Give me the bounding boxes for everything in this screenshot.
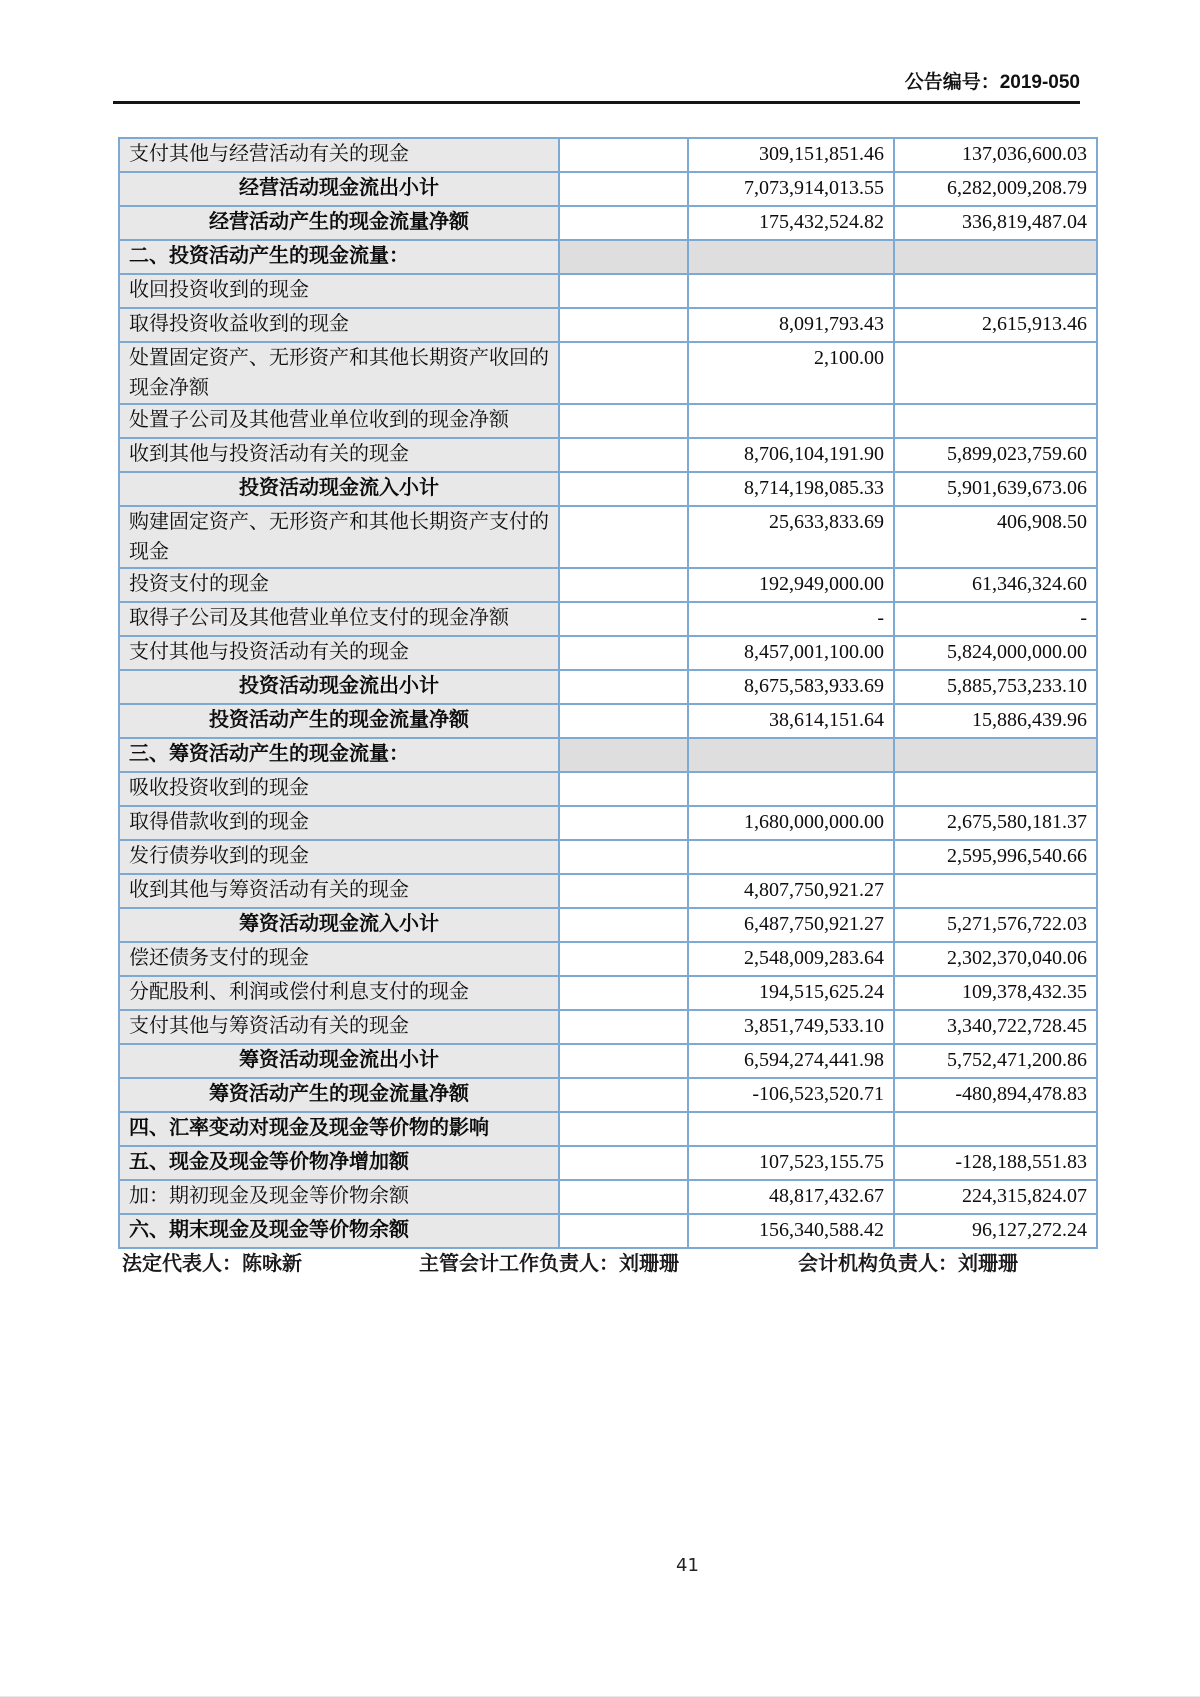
row-prior-period-cell <box>894 404 1097 438</box>
row-prior-period-cell: 406,908.50 <box>894 506 1097 568</box>
signature-accounting-department-head: 会计机构负责人：刘珊珊 <box>798 1253 1018 1275</box>
row-current-period-cell <box>688 274 894 308</box>
row-label-cell: 处置固定资产、无形资产和其他长期资产收回的现金净额 <box>119 342 559 404</box>
row-prior-period-cell: 5,752,471,200.86 <box>894 1044 1097 1078</box>
row-prior-period-cell: 2,595,996,540.66 <box>894 840 1097 874</box>
row-note-cell <box>559 1010 688 1044</box>
row-note-cell <box>559 1180 688 1214</box>
row-prior-period-cell: - <box>894 602 1097 636</box>
table-row <box>119 240 1097 274</box>
row-note-cell <box>559 840 688 874</box>
row-current-period-cell: 6,487,750,921.27 <box>688 908 894 942</box>
signature-legal-representative: 法定代表人：陈咏新 <box>122 1253 302 1275</box>
row-current-period-cell <box>688 772 894 806</box>
row-prior-period-cell: 224,315,824.07 <box>894 1180 1097 1214</box>
row-prior-period-cell: 2,615,913.46 <box>894 308 1097 342</box>
table-row <box>119 1044 1097 1078</box>
row-label-cell: 二、投资活动产生的现金流量： <box>119 240 559 274</box>
table-row <box>119 438 1097 472</box>
row-note-cell <box>559 908 688 942</box>
row-label-cell: 购建固定资产、无形资产和其他长期资产支付的现金 <box>119 506 559 568</box>
row-current-period-cell: 309,151,851.46 <box>688 138 894 172</box>
table-row <box>119 704 1097 738</box>
row-current-period-cell <box>688 404 894 438</box>
row-prior-period-cell: 15,886,439.96 <box>894 704 1097 738</box>
row-prior-period-cell <box>894 342 1097 404</box>
row-prior-period-cell: 137,036,600.03 <box>894 138 1097 172</box>
cash-flow-table <box>118 137 1098 1249</box>
row-label-cell: 投资活动现金流入小计 <box>119 472 559 506</box>
table-row <box>119 806 1097 840</box>
table-row <box>119 1112 1097 1146</box>
row-current-period-cell: 8,714,198,085.33 <box>688 472 894 506</box>
row-prior-period-cell: -128,188,551.83 <box>894 1146 1097 1180</box>
row-label-cell: 投资活动产生的现金流量净额 <box>119 704 559 738</box>
table-row <box>119 738 1097 772</box>
row-label-cell: 取得借款收到的现金 <box>119 806 559 840</box>
row-current-period-cell: 8,091,793.43 <box>688 308 894 342</box>
row-note-cell <box>559 342 688 404</box>
row-label-cell: 偿还债务支付的现金 <box>119 942 559 976</box>
row-note-cell <box>559 602 688 636</box>
row-current-period-cell: 175,432,524.82 <box>688 206 894 240</box>
row-note-cell <box>559 670 688 704</box>
row-label-cell: 三、筹资活动产生的现金流量： <box>119 738 559 772</box>
row-note-cell <box>559 472 688 506</box>
table-row <box>119 1010 1097 1044</box>
row-note-cell <box>559 438 688 472</box>
row-label-cell: 分配股利、利润或偿付利息支付的现金 <box>119 976 559 1010</box>
row-label-cell: 筹资活动现金流入小计 <box>119 908 559 942</box>
row-label-cell: 取得投资收益收到的现金 <box>119 308 559 342</box>
row-prior-period-cell: -480,894,478.83 <box>894 1078 1097 1112</box>
row-label-cell: 经营活动现金流出小计 <box>119 172 559 206</box>
row-note-cell <box>559 172 688 206</box>
row-prior-period-cell: 61,346,324.60 <box>894 568 1097 602</box>
row-prior-period-cell <box>894 1112 1097 1146</box>
row-prior-period-cell: 2,675,580,181.37 <box>894 806 1097 840</box>
row-note-cell <box>559 206 688 240</box>
row-prior-period-cell: 6,282,009,208.79 <box>894 172 1097 206</box>
row-label-cell: 收到其他与筹资活动有关的现金 <box>119 874 559 908</box>
row-current-period-cell: 38,614,151.64 <box>688 704 894 738</box>
row-current-period-cell: -106,523,520.71 <box>688 1078 894 1112</box>
table-row <box>119 840 1097 874</box>
header-rule <box>113 101 1080 104</box>
table-row <box>119 274 1097 308</box>
table-row <box>119 636 1097 670</box>
row-note-cell <box>559 1214 688 1248</box>
row-current-period-cell: - <box>688 602 894 636</box>
row-prior-period-cell <box>894 738 1097 772</box>
row-note-cell <box>559 274 688 308</box>
row-label-cell: 吸收投资收到的现金 <box>119 772 559 806</box>
row-label-cell: 经营活动产生的现金流量净额 <box>119 206 559 240</box>
table-row <box>119 206 1097 240</box>
row-label-cell: 收回投资收到的现金 <box>119 274 559 308</box>
row-current-period-cell: 192,949,000.00 <box>688 568 894 602</box>
row-label-cell: 支付其他与投资活动有关的现金 <box>119 636 559 670</box>
row-prior-period-cell <box>894 240 1097 274</box>
row-label-cell: 支付其他与筹资活动有关的现金 <box>119 1010 559 1044</box>
row-current-period-cell: 4,807,750,921.27 <box>688 874 894 908</box>
table-row <box>119 138 1097 172</box>
table-row <box>119 172 1097 206</box>
row-label-cell: 处置子公司及其他营业单位收到的现金净额 <box>119 404 559 438</box>
table-row <box>119 670 1097 704</box>
table-row <box>119 908 1097 942</box>
row-prior-period-cell: 96,127,272.24 <box>894 1214 1097 1248</box>
cash-flow-table-body <box>119 138 1097 1248</box>
table-row <box>119 308 1097 342</box>
row-current-period-cell: 7,073,914,013.55 <box>688 172 894 206</box>
row-prior-period-cell <box>894 874 1097 908</box>
page-number: 41 <box>676 1555 699 1576</box>
row-label-cell: 取得子公司及其他营业单位支付的现金净额 <box>119 602 559 636</box>
table-row <box>119 1214 1097 1248</box>
row-label-cell: 筹资活动产生的现金流量净额 <box>119 1078 559 1112</box>
row-label-cell: 加：期初现金及现金等价物余额 <box>119 1180 559 1214</box>
row-prior-period-cell <box>894 274 1097 308</box>
row-label-cell: 投资活动现金流出小计 <box>119 670 559 704</box>
row-note-cell <box>559 1146 688 1180</box>
row-label-cell: 投资支付的现金 <box>119 568 559 602</box>
row-current-period-cell <box>688 840 894 874</box>
row-note-cell <box>559 738 688 772</box>
row-prior-period-cell: 5,271,576,722.03 <box>894 908 1097 942</box>
row-current-period-cell: 1,680,000,000.00 <box>688 806 894 840</box>
row-note-cell <box>559 568 688 602</box>
row-current-period-cell: 8,457,001,100.00 <box>688 636 894 670</box>
row-prior-period-cell: 5,885,753,233.10 <box>894 670 1097 704</box>
table-row <box>119 602 1097 636</box>
row-prior-period-cell: 5,899,023,759.60 <box>894 438 1097 472</box>
table-row <box>119 506 1097 568</box>
signature-accounting-supervisor: 主管会计工作负责人：刘珊珊 <box>419 1253 679 1275</box>
row-note-cell <box>559 404 688 438</box>
row-prior-period-cell: 3,340,722,728.45 <box>894 1010 1097 1044</box>
row-note-cell <box>559 506 688 568</box>
row-current-period-cell <box>688 240 894 274</box>
row-note-cell <box>559 772 688 806</box>
row-note-cell <box>559 1112 688 1146</box>
row-label-cell: 四、汇率变动对现金及现金等价物的影响 <box>119 1112 559 1146</box>
row-current-period-cell: 156,340,588.42 <box>688 1214 894 1248</box>
row-note-cell <box>559 636 688 670</box>
table-row <box>119 342 1097 404</box>
row-label-cell: 发行债券收到的现金 <box>119 840 559 874</box>
row-current-period-cell: 25,633,833.69 <box>688 506 894 568</box>
row-current-period-cell: 2,548,009,283.64 <box>688 942 894 976</box>
row-current-period-cell: 8,706,104,191.90 <box>688 438 894 472</box>
table-row <box>119 772 1097 806</box>
row-current-period-cell: 48,817,432.67 <box>688 1180 894 1214</box>
row-prior-period-cell: 336,819,487.04 <box>894 206 1097 240</box>
table-row <box>119 1146 1097 1180</box>
row-label-cell: 五、现金及现金等价物净增加额 <box>119 1146 559 1180</box>
table-row <box>119 472 1097 506</box>
table-row <box>119 874 1097 908</box>
row-note-cell <box>559 138 688 172</box>
row-note-cell <box>559 1044 688 1078</box>
row-current-period-cell: 194,515,625.24 <box>688 976 894 1010</box>
row-note-cell <box>559 874 688 908</box>
row-current-period-cell: 3,851,749,533.10 <box>688 1010 894 1044</box>
table-row <box>119 404 1097 438</box>
row-note-cell <box>559 976 688 1010</box>
row-current-period-cell: 6,594,274,441.98 <box>688 1044 894 1078</box>
row-current-period-cell <box>688 738 894 772</box>
row-note-cell <box>559 806 688 840</box>
row-note-cell <box>559 1078 688 1112</box>
table-row <box>119 1180 1097 1214</box>
row-current-period-cell: 107,523,155.75 <box>688 1146 894 1180</box>
row-prior-period-cell: 5,901,639,673.06 <box>894 472 1097 506</box>
row-label-cell: 收到其他与投资活动有关的现金 <box>119 438 559 472</box>
row-label-cell: 筹资活动现金流出小计 <box>119 1044 559 1078</box>
row-note-cell <box>559 308 688 342</box>
table-row <box>119 976 1097 1010</box>
row-current-period-cell <box>688 1112 894 1146</box>
table-row <box>119 568 1097 602</box>
row-prior-period-cell: 2,302,370,040.06 <box>894 942 1097 976</box>
row-current-period-cell: 2,100.00 <box>688 342 894 404</box>
row-note-cell <box>559 942 688 976</box>
row-prior-period-cell <box>894 772 1097 806</box>
row-prior-period-cell: 109,378,432.35 <box>894 976 1097 1010</box>
row-note-cell <box>559 704 688 738</box>
announcement-number: 公告编号：2019-050 <box>904 72 1080 93</box>
row-label-cell: 六、期末现金及现金等价物余额 <box>119 1214 559 1248</box>
row-note-cell <box>559 240 688 274</box>
row-label-cell: 支付其他与经营活动有关的现金 <box>119 138 559 172</box>
table-row <box>119 942 1097 976</box>
row-prior-period-cell: 5,824,000,000.00 <box>894 636 1097 670</box>
row-current-period-cell: 8,675,583,933.69 <box>688 670 894 704</box>
table-row <box>119 1078 1097 1112</box>
